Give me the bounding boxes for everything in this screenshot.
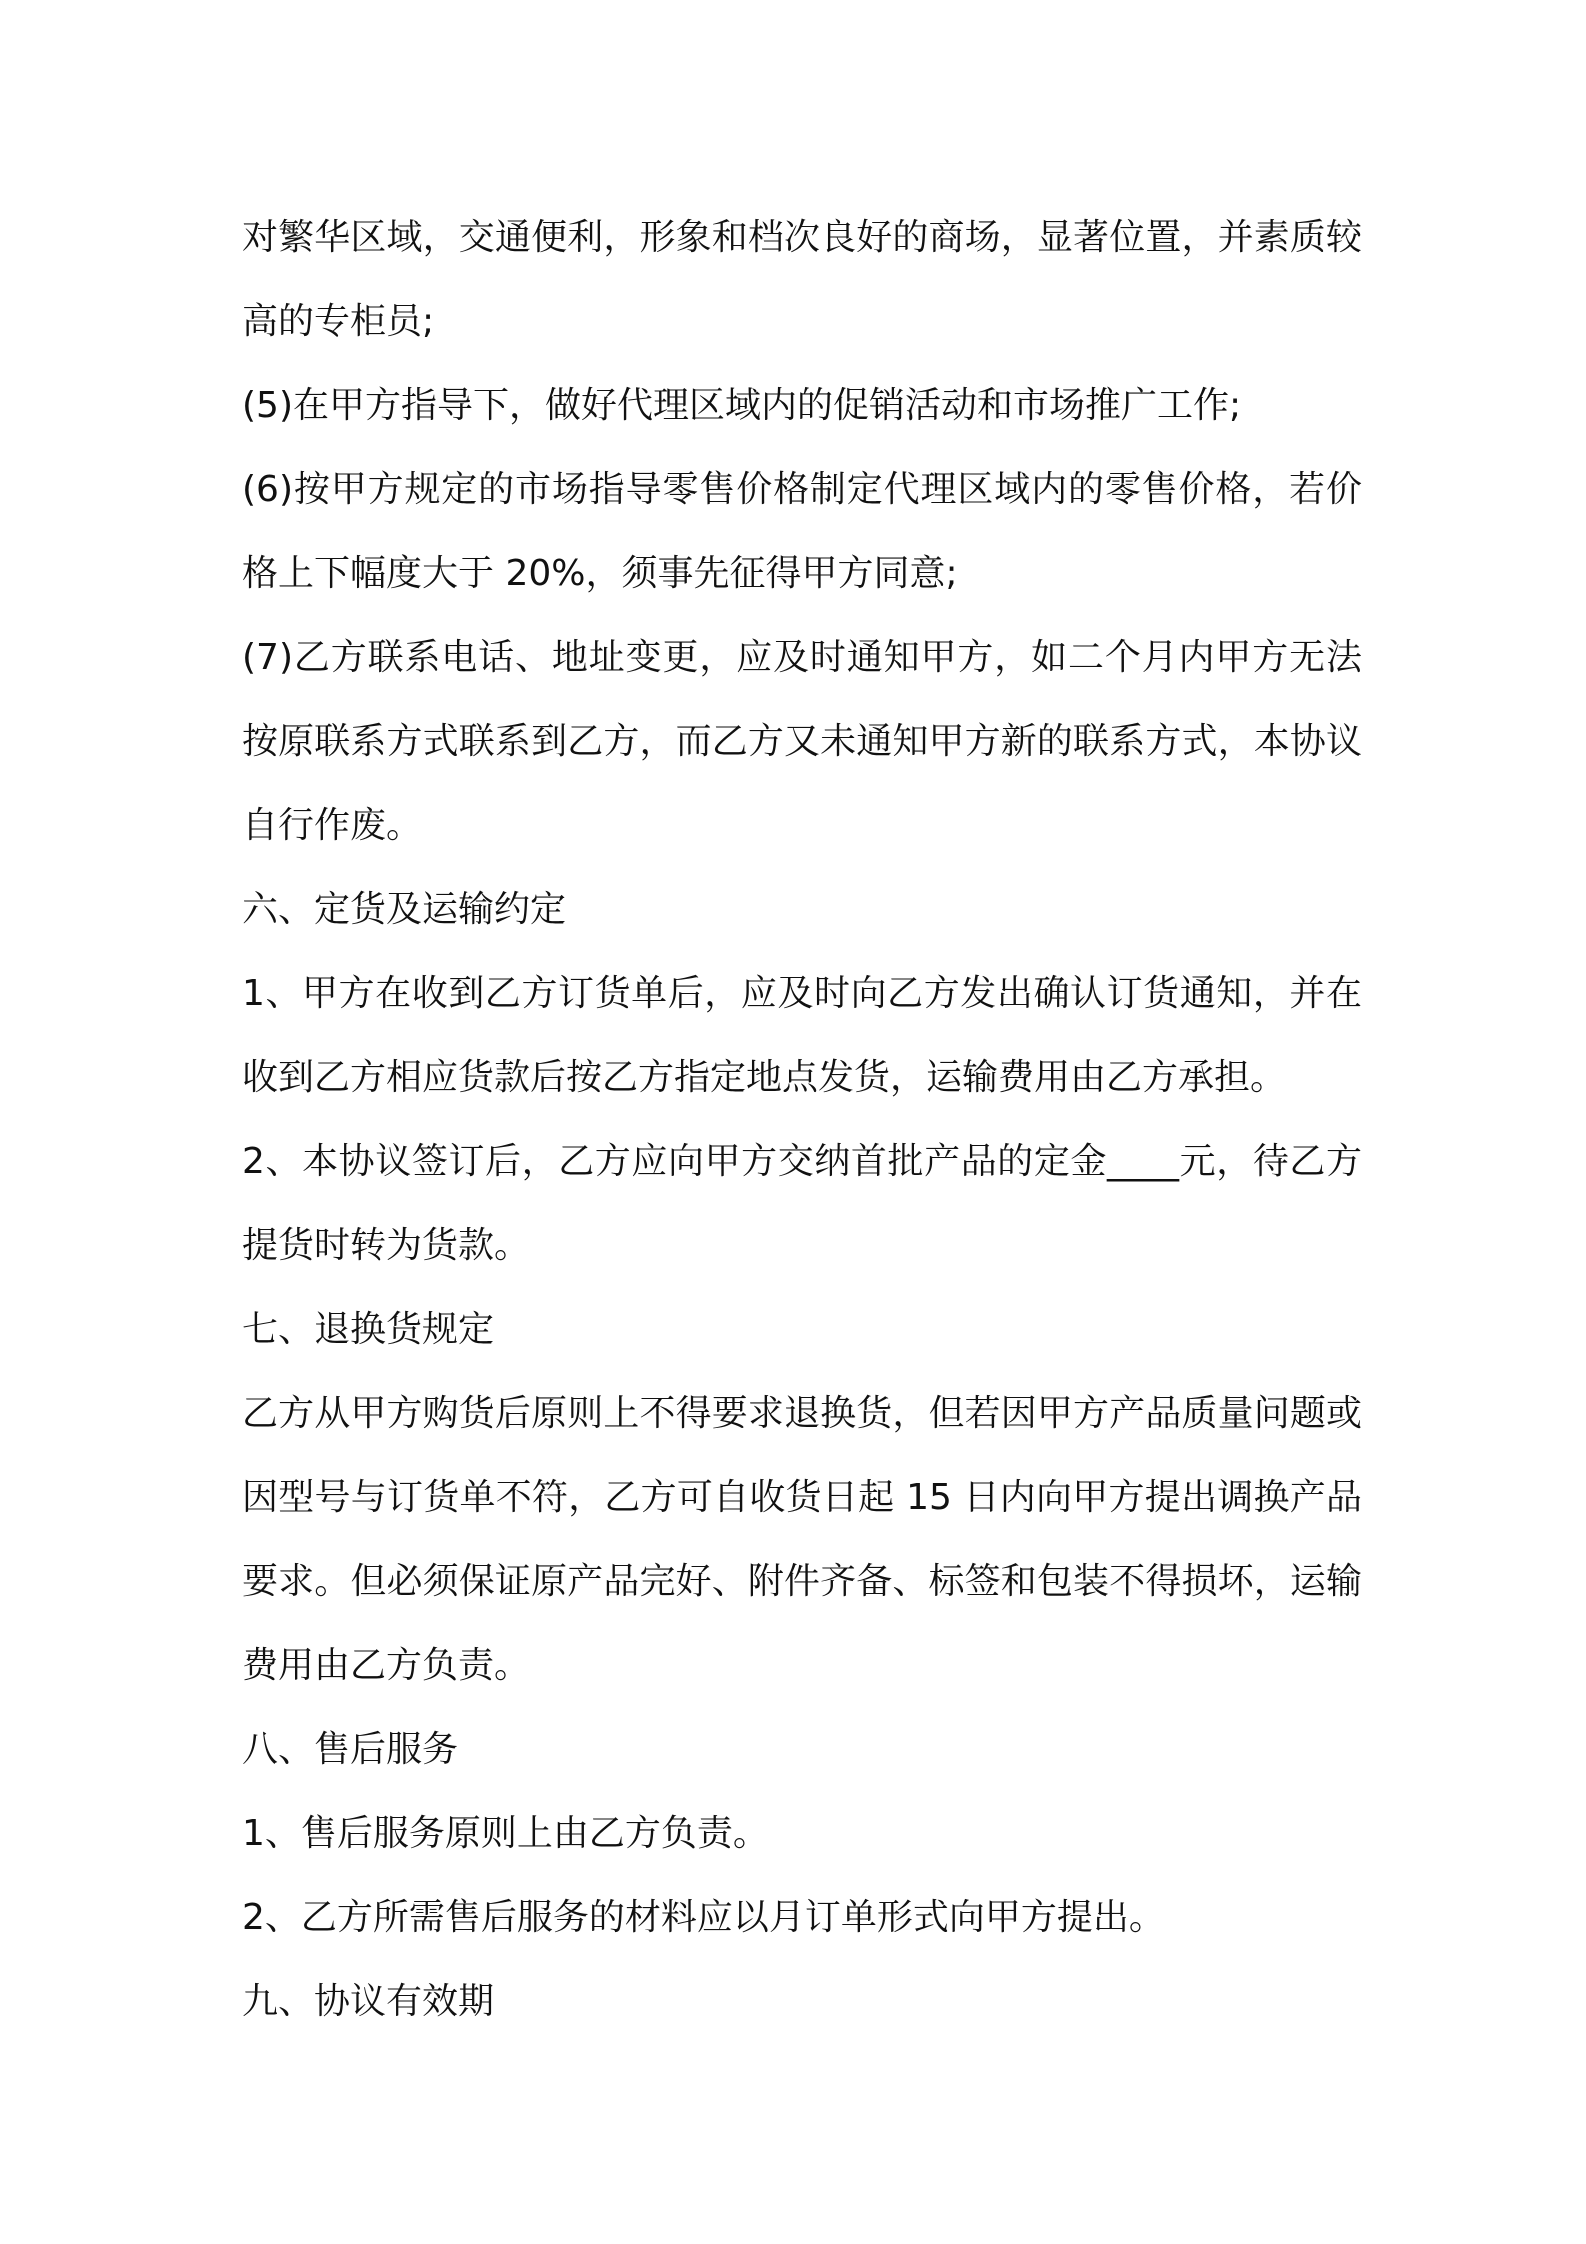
clause-7-contact-change: (7)乙方联系电话、地址变更，应及时通知甲方，如二个月内甲方无法按原联系方式联系到乙方，而乙方又未通知甲方新的联系方式，本协议自行作废。: [242, 637, 1362, 846]
clause-5-promotion: (5)在甲方指导下，做好代理区域内的促销活动和市场推广工作;: [242, 385, 1242, 426]
section-heading-returns: 七、退换货规定: [242, 1309, 495, 1350]
section-heading-ordering-transport: 六、定货及运输约定: [242, 889, 567, 930]
after-sales-item-1: 1、售后服务原则上由乙方负责。: [242, 1813, 769, 1854]
section-heading-after-sales: 八、售后服务: [242, 1729, 459, 1770]
paragraph-venue-requirements: 对繁华区域，交通便利，形象和档次良好的商场，显著位置，并素质较高的专柜员;: [242, 217, 1362, 342]
after-sales-item-2: 2、乙方所需售后服务的材料应以月订单形式向甲方提出。: [242, 1897, 1165, 1938]
document-body: [242, 196, 1362, 2044]
returns-paragraph: 乙方从甲方购货后原则上不得要求退换货，但若因甲方产品质量问题或因型号与订货单不符，乙方可自收货日起 15 日内向甲方提出调换产品要求。但必须保证原产品完好、附件齐备、标签和包装不得损坏，运输费用由乙方负责。: [242, 1393, 1362, 1686]
ordering-item-2: 2、本协议签订后，乙方应向甲方交纳首批产品的定金____元，待乙方提货时转为货款。: [242, 1141, 1362, 1266]
clause-6-retail-price: (6)按甲方规定的市场指导零售价格制定代理区域内的零售价格，若价格上下幅度大于 20%，须事先征得甲方同意;: [242, 469, 1362, 594]
ordering-item-1: 1、甲方在收到乙方订货单后，应及时向乙方发出确认订货通知，并在收到乙方相应货款后按乙方指定地点发货，运输费用由乙方承担。: [242, 973, 1362, 1098]
section-heading-validity: 九、协议有效期: [242, 1981, 495, 2022]
